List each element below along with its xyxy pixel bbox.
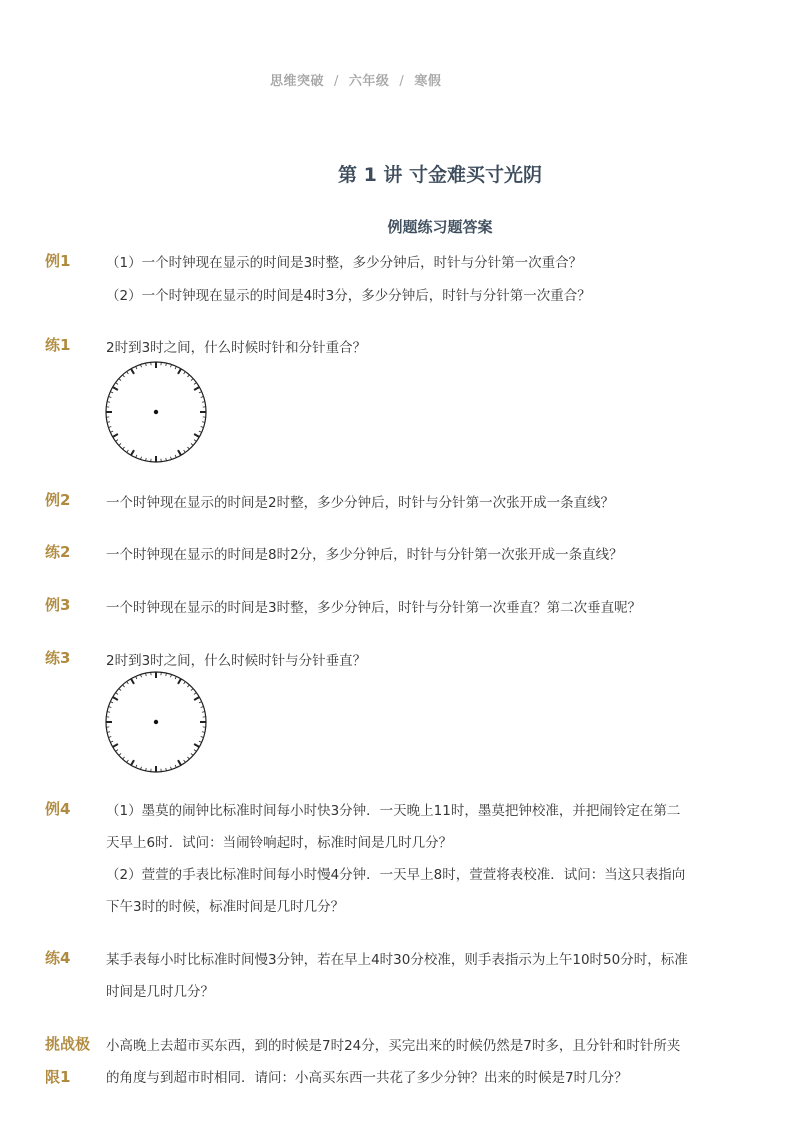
minute-tick	[119, 689, 121, 691]
problem-label: 例3	[45, 596, 71, 614]
problem-label: 练2	[45, 543, 71, 561]
minute-tick	[136, 455, 137, 458]
problem-label: 例2	[45, 491, 71, 509]
minute-tick	[171, 457, 172, 460]
problem-text: 的角度与到超市时相同．请问：小高买东西一共花了多少分钟？出来的时候是7时几分？	[106, 1070, 628, 1086]
minute-tick	[110, 741, 113, 742]
header-grade: 六年级	[348, 74, 390, 89]
minute-tick	[116, 693, 118, 695]
minute-tick	[110, 431, 113, 432]
problem-label: 挑战极	[45, 1035, 91, 1053]
minute-tick	[199, 392, 202, 393]
minute-tick	[141, 767, 142, 770]
minute-tick	[171, 674, 172, 677]
clock-face	[104, 360, 208, 464]
minute-tick	[141, 457, 142, 460]
hour-tick	[194, 387, 199, 390]
clock-center-dot	[154, 720, 158, 724]
problem-label: 练1	[45, 336, 71, 354]
problem-text: 小高晚上去超市买东西，到的时候是7时24分，买完出来的时候仍然是7时多，且分针和时针所夹	[106, 1038, 681, 1054]
minute-tick	[127, 450, 129, 452]
minute-tick	[110, 702, 113, 703]
minute-tick	[123, 757, 125, 759]
minute-tick	[108, 737, 111, 738]
minute-tick	[201, 737, 204, 738]
minute-tick	[127, 760, 129, 762]
lecture-title: 第 1 讲 寸金难买寸光阴	[337, 164, 543, 186]
hour-tick	[113, 744, 118, 747]
minute-tick	[191, 443, 193, 445]
hour-tick	[113, 697, 118, 700]
problem-label: 练3	[45, 649, 71, 667]
minute-tick	[175, 366, 176, 369]
hour-tick	[194, 697, 199, 700]
problem-text: 天早上6时．试问：当闹铃响起时，标准时间是几时几分？	[106, 835, 453, 851]
problem-label: 例4	[45, 800, 71, 818]
problem-text: 某手表每小时比标准时间慢3分钟，若在早上4时30分校准，则手表指示为上午10时50分时，标准	[106, 952, 688, 968]
minute-tick	[108, 397, 111, 398]
problem-text: 下午3时的时候，标准时间是几时几分？	[106, 899, 345, 915]
minute-tick	[175, 676, 176, 679]
minute-tick	[175, 455, 176, 458]
minute-tick	[123, 447, 125, 449]
minute-tick	[119, 443, 121, 445]
minute-tick	[194, 750, 196, 752]
minute-tick	[199, 431, 202, 432]
clock-face	[104, 670, 208, 774]
hour-tick	[131, 450, 134, 455]
minute-tick	[187, 447, 189, 449]
hour-tick	[194, 434, 199, 437]
clock-center-dot	[154, 410, 158, 414]
hour-tick	[178, 450, 181, 455]
minute-tick	[191, 753, 193, 755]
minute-tick	[127, 682, 129, 684]
minute-tick	[110, 392, 113, 393]
minute-tick	[123, 685, 125, 687]
hour-tick	[131, 760, 134, 765]
hour-tick	[131, 369, 134, 374]
minute-tick	[136, 366, 137, 369]
minute-tick	[171, 767, 172, 770]
problem-text: 2时到3时之间，什么时候时针与分针垂直？	[106, 653, 367, 669]
minute-tick	[116, 750, 118, 752]
minute-tick	[141, 364, 142, 367]
minute-tick	[191, 689, 193, 691]
minute-tick	[187, 757, 189, 759]
header-series: 思维突破	[270, 74, 325, 89]
minute-tick	[194, 693, 196, 695]
minute-tick	[184, 682, 186, 684]
minute-tick	[199, 741, 202, 742]
problem-text: 2时到3时之间，什么时候时针和分针重合？	[106, 340, 367, 356]
minute-tick	[201, 427, 204, 428]
minute-tick	[194, 440, 196, 442]
minute-tick	[201, 397, 204, 398]
hour-tick	[178, 679, 181, 684]
minute-tick	[141, 674, 142, 677]
minute-tick	[187, 685, 189, 687]
header-separator: /	[334, 74, 339, 89]
hour-tick	[113, 434, 118, 437]
minute-tick	[187, 375, 189, 377]
minute-tick	[119, 379, 121, 381]
hour-tick	[194, 744, 199, 747]
minute-tick	[136, 765, 137, 768]
section-subtitle: 例题练习题答案	[387, 218, 493, 236]
hour-tick	[178, 369, 181, 374]
problem-label: 练4	[45, 949, 71, 967]
minute-tick	[108, 427, 111, 428]
problem-text: 一个时钟现在显示的时间是2时整，多少分钟后，时针与分针第一次张开成一条直线？	[106, 495, 615, 511]
hour-tick	[131, 679, 134, 684]
minute-tick	[127, 372, 129, 374]
minute-tick	[123, 375, 125, 377]
minute-tick	[194, 383, 196, 385]
header-separator: /	[399, 74, 405, 89]
minute-tick	[184, 760, 186, 762]
problem-text: （1）一个时钟现在显示的时间是3时整，多少分钟后，时针与分针第一次重合？	[106, 255, 583, 271]
header-term: 寒假	[414, 74, 442, 89]
problem-text: （1）墨莫的闹钟比标准时间每小时快3分钟．一天晚上11时，墨莫把钟校准，并把闹铃定在第二	[106, 803, 681, 819]
minute-tick	[136, 676, 137, 679]
problem-text: （2）萱萱的手表比标准时间每小时慢4分钟．一天早上8时，萱萱将表校准．试问：当这只表指向	[106, 867, 686, 883]
minute-tick	[119, 753, 121, 755]
minute-tick	[108, 707, 111, 708]
minute-tick	[199, 702, 202, 703]
problem-text: （2）一个时钟现在显示的时间是4时3分，多少分钟后，时针与分针第一次重合？	[106, 288, 591, 304]
problem-text: 一个时钟现在显示的时间是8时2分，多少分钟后，时针与分针第一次张开成一条直线？	[106, 547, 623, 563]
minute-tick	[184, 372, 186, 374]
problem-label: 例1	[45, 252, 71, 270]
hour-tick	[113, 387, 118, 390]
minute-tick	[184, 450, 186, 452]
problem-text: 时间是几时几分？	[106, 984, 214, 1000]
problem-text: 一个时钟现在显示的时间是3时整，多少分钟后，时针与分针第一次垂直？第二次垂直呢？	[106, 600, 642, 616]
page-header	[270, 70, 441, 89]
minute-tick	[191, 379, 193, 381]
minute-tick	[116, 440, 118, 442]
minute-tick	[171, 364, 172, 367]
minute-tick	[201, 707, 204, 708]
hour-tick	[178, 760, 181, 765]
problem-label: 限1	[45, 1068, 71, 1086]
minute-tick	[116, 383, 118, 385]
minute-tick	[175, 765, 176, 768]
